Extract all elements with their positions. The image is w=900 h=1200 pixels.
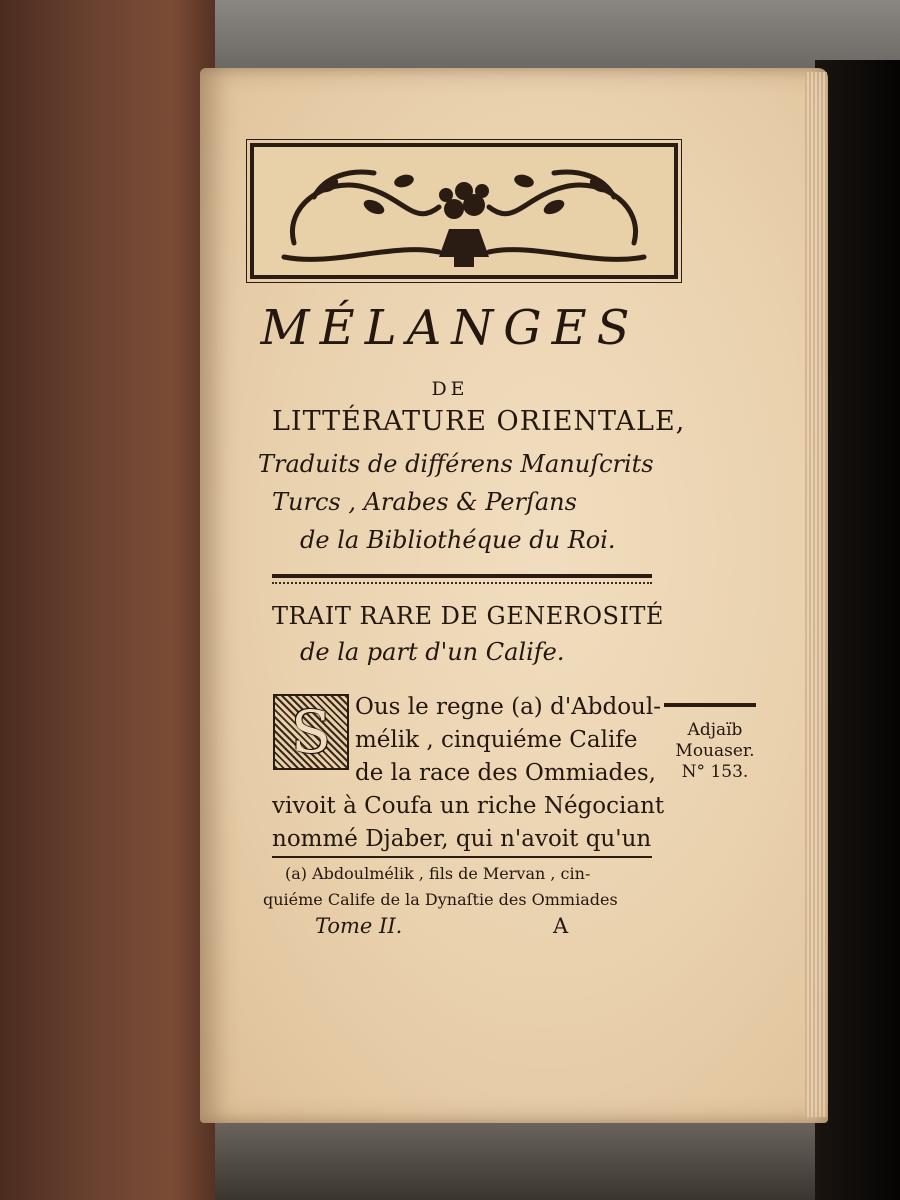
page-edges: [805, 72, 827, 1117]
table-surface: [215, 1120, 815, 1200]
body-text-line: Ous le regne (a) d'Abdoul-: [355, 694, 661, 720]
book-cover: [0, 0, 215, 1200]
drop-cap-letter: S: [291, 698, 331, 766]
ornament-headpiece: [250, 143, 678, 279]
margin-note-line: Adjaïb: [687, 720, 743, 740]
body-text-line: vivoit à Coufa un riche Négociant: [272, 793, 665, 819]
floral-vine-ornament-icon: [254, 147, 674, 275]
drop-cap: [273, 694, 349, 770]
footnote-line: (a) Abdoulmélik , fils de Mervan , cin-: [285, 864, 591, 883]
margin-note-line: Mouaser.: [675, 741, 755, 761]
chapter-heading: TRAIT RARE DE GENEROSITÉ: [272, 602, 664, 630]
subtitle-line: de la Bibliothéque du Roi.: [300, 526, 616, 554]
book-title: MÉLANGES: [260, 300, 640, 356]
footnote-rule: [272, 856, 652, 858]
title-connector: DE: [431, 378, 469, 400]
footnote-line: quiéme Calife de la Dynaſtie des Ommiades: [263, 890, 618, 909]
volume-label: Tome II.: [315, 914, 403, 938]
chapter-subheading: de la part d'un Calife.: [300, 638, 565, 666]
margin-rule: [664, 703, 756, 707]
section-divider-dotted: [272, 582, 652, 584]
margin-note: [670, 720, 760, 783]
body-text-line: mélik , cinquiéme Calife: [355, 727, 638, 753]
subtitle-line: Turcs , Arabes & Perſans: [272, 488, 577, 516]
body-text-line: de la race des Ommiades,: [355, 760, 656, 786]
margin-note-line: N° 153.: [681, 762, 749, 782]
signature-mark: A: [553, 914, 569, 938]
subtitle-line: Traduits de différens Manuſcrits: [258, 450, 654, 478]
section-divider: [272, 574, 652, 578]
body-text-line: nommé Djaber, qui n'avoit qu'un: [272, 826, 652, 852]
book-subtitle: LITTÉRATURE ORIENTALE,: [272, 406, 686, 437]
